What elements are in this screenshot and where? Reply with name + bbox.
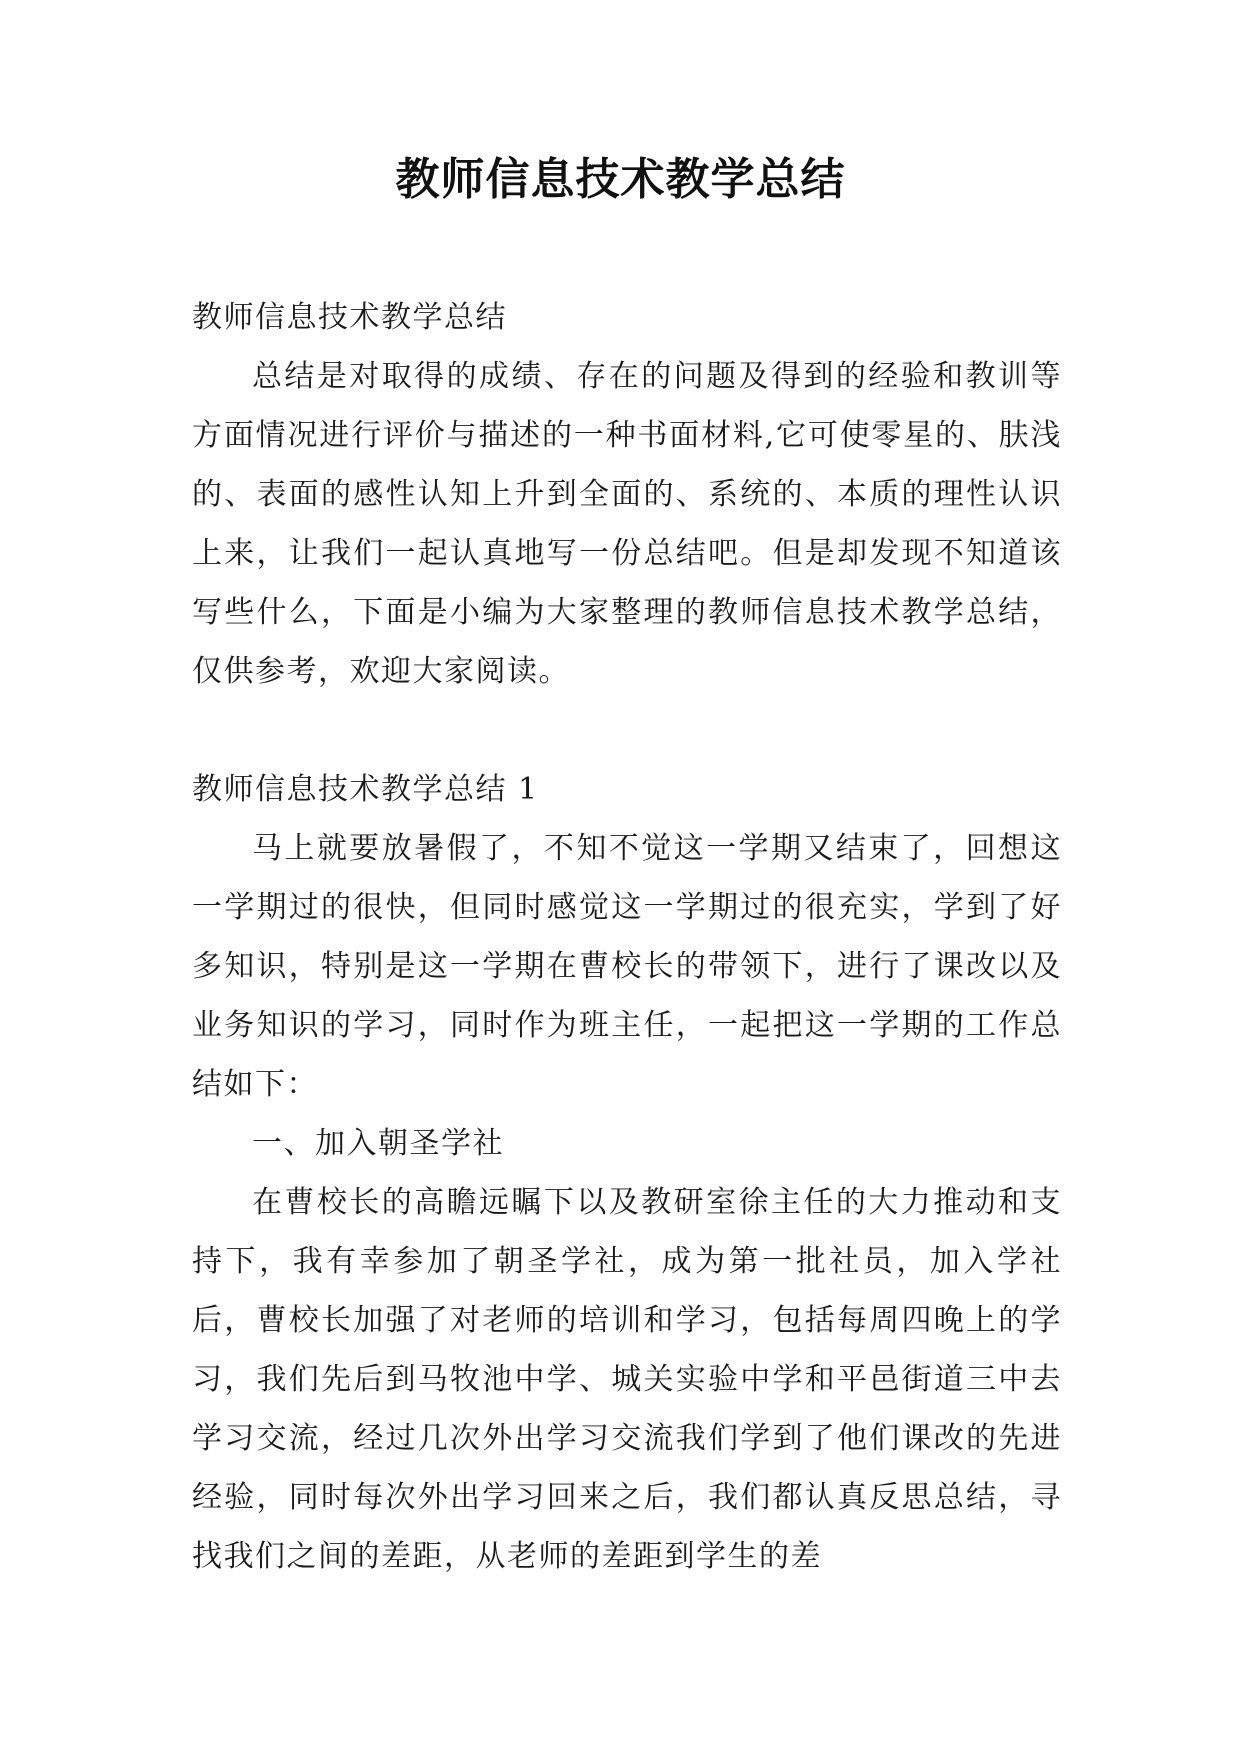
subheading: 一、加入朝圣学社	[252, 1126, 504, 1161]
body-paragraph: 马上就要放暑假了，不知不觉这一学期又结束了，回想这一学期过的很快，但同时感觉这一学期过的很充实，学到了好多知识，特别是这一学期在曹校长的带领下，进行了课改以及业务知识的学习，同时作为班主任，一起把这一学期的工作总结如下：	[192, 831, 1062, 1102]
document-title: 教师信息技术教学总结	[395, 154, 846, 205]
section-heading: 教师信息技术教学总结 1	[192, 772, 539, 807]
body-paragraph: 在曹校长的高瞻远瞩下以及教研室徐主任的大力推动和支持下，我有幸参加了朝圣学社，成为第一批社员，加入学社后，曹校长加强了对老师的培训和学习，包括每周四晚上的学习，我们先后到马牧池中学、城关实验中学和平邑街道三中去学习交流，经过几次外出学习交流我们学到了他们课改的先进经验，同时每次外出学习回来之后，我们都认真反思总结，寻找我们之间的差距，从老师的差距到学生的差	[192, 1185, 1062, 1574]
document-body	[192, 288, 1062, 1586]
intro-paragraph: 总结是对取得的成绩、存在的问题及得到的经验和教训等方面情况进行评价与描述的一种书面材料,它可使零星的、肤浅的、表面的感性认知上升到全面的、系统的、本质的理性认识上来，让我们一起认真地写一份总结吧。但是却发现不知道该写些什么，下面是小编为大家整理的教师信息技术教学总结，仅供参考，欢迎大家阅读。	[192, 359, 1062, 689]
intro-heading: 教师信息技术教学总结	[192, 300, 507, 335]
